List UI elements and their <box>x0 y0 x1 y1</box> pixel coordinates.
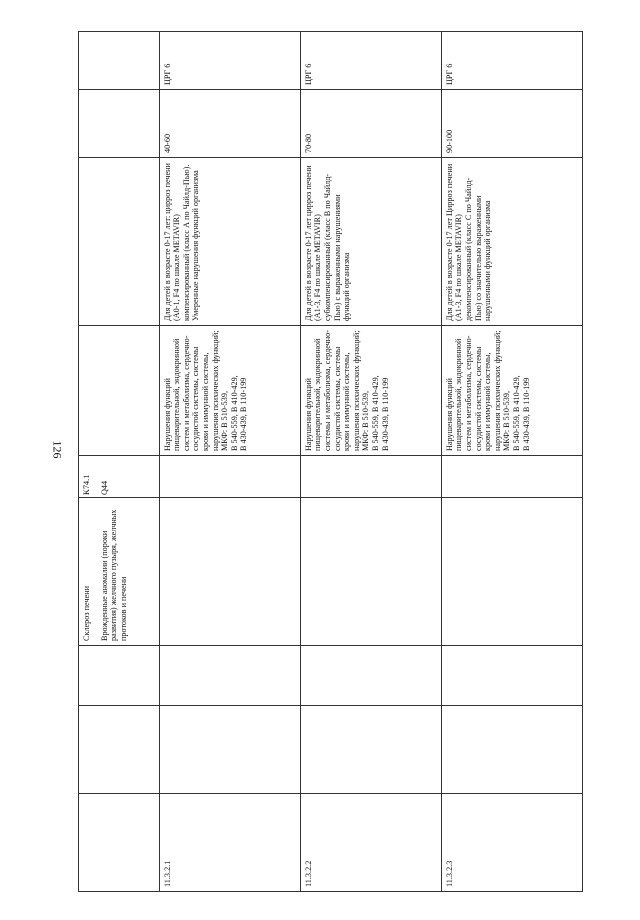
description-text: Для детей в возрасте 0-17 лет: цирроз печени (А0-1, F4 по шкале METAVIR) компенсированный (класс А по Чайлд-Пью). Умеренные нарушения функций организма <box>159 158 300 326</box>
rotated-table-container <box>78 32 583 892</box>
empty-cell <box>159 456 300 498</box>
disease-name-1: Склероз печени <box>82 586 91 641</box>
empty-cell <box>159 706 300 794</box>
row-number: 11.3.2.1 <box>159 794 300 892</box>
code-cell <box>79 456 160 498</box>
disease-name-2: Врожденные аномалии (пороки развития) желчного пузыря, желчных протоков и печени <box>99 509 128 641</box>
group-value: ЦРГ 6 <box>159 32 300 90</box>
empty-cell <box>159 498 300 646</box>
row-number: 11.3.2.3 <box>441 794 582 892</box>
percent-value: 70-80 <box>300 90 441 158</box>
functions-text: Нарушения функций пищеварительной, эндокринной системы и метаболизма, сердечно-сосудистой системы, системы крови и иммунной системы, нарушения психических функций; МКФ: B 510-539, B 540-559, B 410-429, B 430-439, B 110-199 <box>300 326 441 456</box>
empty-cell <box>79 32 160 90</box>
icd-code-2: Q44 <box>99 480 109 495</box>
empty-cell <box>79 794 160 892</box>
empty-cell <box>79 158 160 326</box>
description-text: Для детей в возрасте 0-17 лет Цирроз печени (А1-3, F4 по шкале METAVIR) декомпенсированный (класс С по Чайлд-Пью) со значительно выраженными нарушенными функций организма <box>441 158 582 326</box>
table-row <box>441 32 582 892</box>
group-value: ЦРГ 6 <box>441 32 582 90</box>
empty-cell <box>441 646 582 706</box>
empty-cell <box>79 326 160 456</box>
functions-text: Нарушения функций пищеварительной, эндокринной систем и метаболизма, сердечно-сосудистой системы, системы крови и иммунной системы, нарушения психических функций; МКФ: B 510-539, B 540-559, B 410-429, B 430-439, B 110-199 <box>159 326 300 456</box>
empty-cell <box>300 498 441 646</box>
header-row <box>79 32 160 892</box>
description-text: Для детей в возрасте 0-17 лет цирроз печени (А1-3, F4 по шкале METAVIR) субкомпенсированный (класс В по Чайлд-Пью) с выраженными нарушениями функций организма <box>300 158 441 326</box>
row-number: 11.3.2.2 <box>300 794 441 892</box>
functions-text: Нарушения функций пищеварительной, эндокринной систем и метаболизма, сердечно-сосудистой системы, системы крови и иммунной системы, нарушения психических функций; МКФ: B 510-539, B 540-559, B 410-429, B 430-439, B 110-199 <box>441 326 582 456</box>
group-value: ЦРГ 6 <box>300 32 441 90</box>
empty-cell <box>79 90 160 158</box>
empty-cell <box>300 706 441 794</box>
empty-cell <box>441 498 582 646</box>
disability-criteria-table <box>78 31 583 892</box>
empty-cell <box>300 646 441 706</box>
icd-code-1: K74.1 <box>82 474 91 495</box>
percent-value: 90-100 <box>441 90 582 158</box>
empty-cell <box>300 456 441 498</box>
percent-value: 40-60 <box>159 90 300 158</box>
disease-cell <box>79 498 160 646</box>
empty-cell <box>159 646 300 706</box>
empty-cell <box>79 706 160 794</box>
table-row <box>159 32 300 892</box>
empty-cell <box>79 646 160 706</box>
empty-cell <box>441 706 582 794</box>
empty-cell <box>441 456 582 498</box>
page-number: 126 <box>50 440 65 459</box>
table-row <box>300 32 441 892</box>
